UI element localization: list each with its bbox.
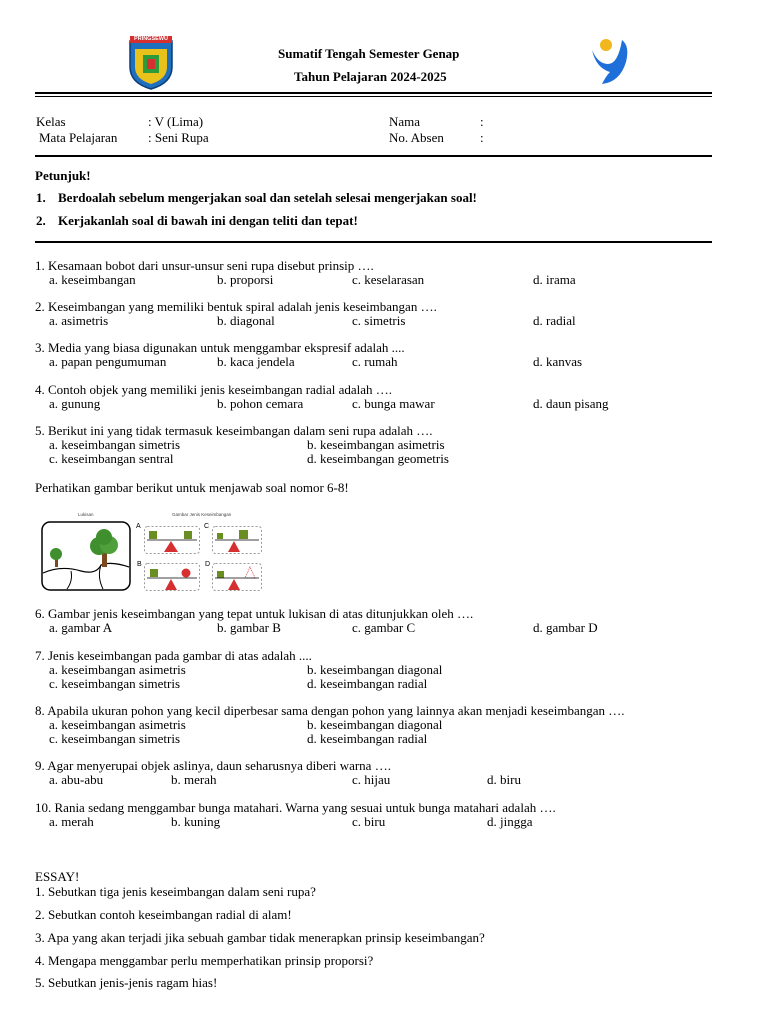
figure-intro: Perhatikan gambar berikut untuk menjawab soal nomor 6-8! — [35, 480, 349, 495]
question-stem: 1. Kesamaan bobot dari unsur-unsur seni rupa disebut prinsip …. — [35, 258, 374, 273]
option-d[interactable]: d. gambar D — [533, 620, 598, 635]
instruction-text: Kerjakanlah soal di bawah ini dengan teliti dan tepat! — [58, 213, 358, 228]
option-c[interactable]: c. hijau — [352, 772, 391, 787]
option-c[interactable]: c. keseimbangan simetris — [49, 731, 181, 746]
question-4 — [35, 383, 725, 411]
option-a[interactable]: a. merah — [49, 814, 94, 829]
balance-label-b: B — [137, 561, 142, 568]
option-a[interactable]: a. gambar A — [49, 620, 113, 635]
option-a[interactable]: a. gunung — [49, 396, 101, 411]
option-b[interactable]: b. pohon cemara — [217, 396, 304, 411]
balance-label-d: D — [205, 561, 211, 568]
option-c[interactable]: c. keselarasan — [352, 272, 425, 287]
option-d[interactable]: d. keseimbangan geometris — [307, 451, 449, 466]
balance-option-a — [144, 526, 200, 554]
option-c[interactable]: c. simetris — [352, 313, 406, 328]
option-d[interactable]: d. radial — [533, 313, 576, 328]
option-c[interactable]: c. bunga mawar — [352, 396, 435, 411]
ministry-logo — [586, 36, 632, 86]
question-stem: 6. Gambar jenis keseimbangan yang tepat untuk lukisan di atas ditunjukkan oleh …. — [35, 606, 474, 621]
nama-label: Nama — [389, 114, 421, 129]
question-3 — [35, 341, 725, 369]
question-stem: 8. Apabila ukuran pohon yang kecil diperbesar sama dengan pohon yang lainnya akan menjadi keseimbangan …. — [35, 703, 625, 718]
option-a[interactable]: a. keseimbangan asimetris — [49, 717, 186, 732]
academic-year: Tahun Pelajaran 2024-2025 — [294, 69, 447, 84]
option-b[interactable]: b. keseimbangan asimetris — [307, 437, 445, 452]
option-c[interactable]: c. keseimbangan simetris — [49, 676, 181, 691]
balance-label-c: C — [204, 523, 210, 530]
option-b[interactable]: b. diagonal — [217, 313, 275, 328]
essay-heading: ESSAY! — [35, 869, 80, 884]
figure-caption-painting: Lukisan — [78, 512, 94, 517]
option-d[interactable]: d. keseimbangan radial — [307, 731, 428, 746]
option-b[interactable]: b. kaca jendela — [217, 354, 295, 369]
instruction-number: 1. — [36, 190, 46, 205]
question-10 — [35, 801, 725, 829]
option-a[interactable]: a. asimetris — [49, 313, 109, 328]
essay-item: 4. Mengapa menggambar perlu memperhatikan prinsip proporsi? — [35, 953, 374, 968]
mapel-label: Mata Pelajaran — [39, 130, 118, 145]
option-a[interactable]: a. keseimbangan asimetris — [49, 662, 186, 677]
essay-item: 2. Sebutkan contoh keseimbangan radial di alam! — [35, 907, 292, 922]
kelas-label: Kelas — [36, 114, 66, 129]
option-d[interactable]: d. daun pisang — [533, 396, 609, 411]
info-rule — [35, 155, 712, 157]
question-stem: 5. Berikut ini yang tidak termasuk keseimbangan dalam seni rupa adalah …. — [35, 423, 433, 438]
question-stem: 7. Jenis keseimbangan pada gambar di atas adalah .... — [35, 648, 312, 663]
essay-item: 1. Sebutkan tiga jenis keseimbangan dalam seni rupa? — [35, 884, 316, 899]
question-stem: 3. Media yang biasa digunakan untuk menggambar ekspresif adalah .... — [35, 340, 405, 355]
question-stem: 2. Keseimbangan yang memiliki bentuk spiral adalah jenis keseimbangan …. — [35, 299, 437, 314]
instruction-text: Berdoalah sebelum mengerjakan soal dan setelah selesai mengerjakan soal! — [58, 190, 477, 205]
school-logo — [126, 35, 176, 90]
question-7 — [35, 649, 725, 691]
question-2 — [35, 300, 725, 328]
option-b[interactable]: b. gambar B — [217, 620, 281, 635]
option-b[interactable]: b. proporsi — [217, 272, 274, 287]
question-6 — [35, 607, 725, 635]
absen-field[interactable]: : — [480, 130, 484, 145]
option-c[interactable]: c. biru — [352, 814, 386, 829]
instruction-item — [36, 213, 358, 229]
option-c[interactable]: c. gambar C — [352, 620, 416, 635]
balance-option-d — [212, 563, 262, 591]
painting-image — [41, 521, 131, 591]
mapel-value: : Seni Rupa — [148, 130, 209, 145]
instruction-number: 2. — [36, 213, 46, 228]
question-9 — [35, 759, 725, 787]
header-rule-bottom — [35, 96, 712, 97]
balance-label-a: A — [136, 523, 141, 530]
essay-item: 5. Sebutkan jenis-jenis ragam hias! — [35, 975, 218, 990]
balance-option-b — [144, 563, 200, 591]
option-a[interactable]: a. abu-abu — [49, 772, 104, 787]
option-d[interactable]: d. biru — [487, 772, 521, 787]
kelas-value: : V (Lima) — [148, 114, 204, 129]
nama-field[interactable]: : — [480, 114, 484, 129]
option-d[interactable]: d. irama — [533, 272, 576, 287]
school-logo-text: PRINGSEWU — [134, 36, 168, 42]
option-d[interactable]: d. kanvas — [533, 354, 583, 369]
question-stem: 4. Contoh objek yang memiliki jenis keseimbangan radial adalah …. — [35, 382, 393, 397]
option-b[interactable]: b. keseimbangan diagonal — [307, 662, 443, 677]
option-a[interactable]: a. keseimbangan simetris — [49, 437, 181, 452]
instruction-item — [36, 190, 477, 206]
option-d[interactable]: d. jingga — [487, 814, 533, 829]
question-8 — [35, 704, 725, 746]
essay-item: 3. Apa yang akan terjadi jika sebuah gambar tidak menerapkan prinsip keseimbangan? — [35, 930, 485, 945]
header-rule-top — [35, 92, 712, 94]
question-1 — [35, 259, 725, 287]
question-stem: 10. Rania sedang menggambar bunga matahari. Warna yang sesuai untuk bunga matahari adalah …. — [35, 800, 556, 815]
instructions-rule — [35, 241, 712, 243]
exam-title: Sumatif Tengah Semester Genap — [278, 46, 460, 61]
option-b[interactable]: b. keseimbangan diagonal — [307, 717, 443, 732]
figure-caption-balance: Gambar Jenis Keseimbangan — [172, 512, 232, 517]
option-a[interactable]: a. papan pengumuman — [49, 354, 167, 369]
option-c[interactable]: c. rumah — [352, 354, 398, 369]
absen-label: No. Absen — [389, 130, 444, 145]
option-c[interactable]: c. keseimbangan sentral — [49, 451, 174, 466]
balance-option-c — [212, 526, 262, 554]
option-a[interactable]: a. keseimbangan — [49, 272, 136, 287]
option-b[interactable]: b. kuning — [171, 814, 221, 829]
question-stem: 9. Agar menyerupai objek aslinya, daun seharusnya diberi warna …. — [35, 758, 391, 773]
option-d[interactable]: d. keseimbangan radial — [307, 676, 428, 691]
instructions-heading: Petunjuk! — [35, 168, 91, 183]
question-5 — [35, 424, 725, 466]
option-b[interactable]: b. merah — [171, 772, 217, 787]
